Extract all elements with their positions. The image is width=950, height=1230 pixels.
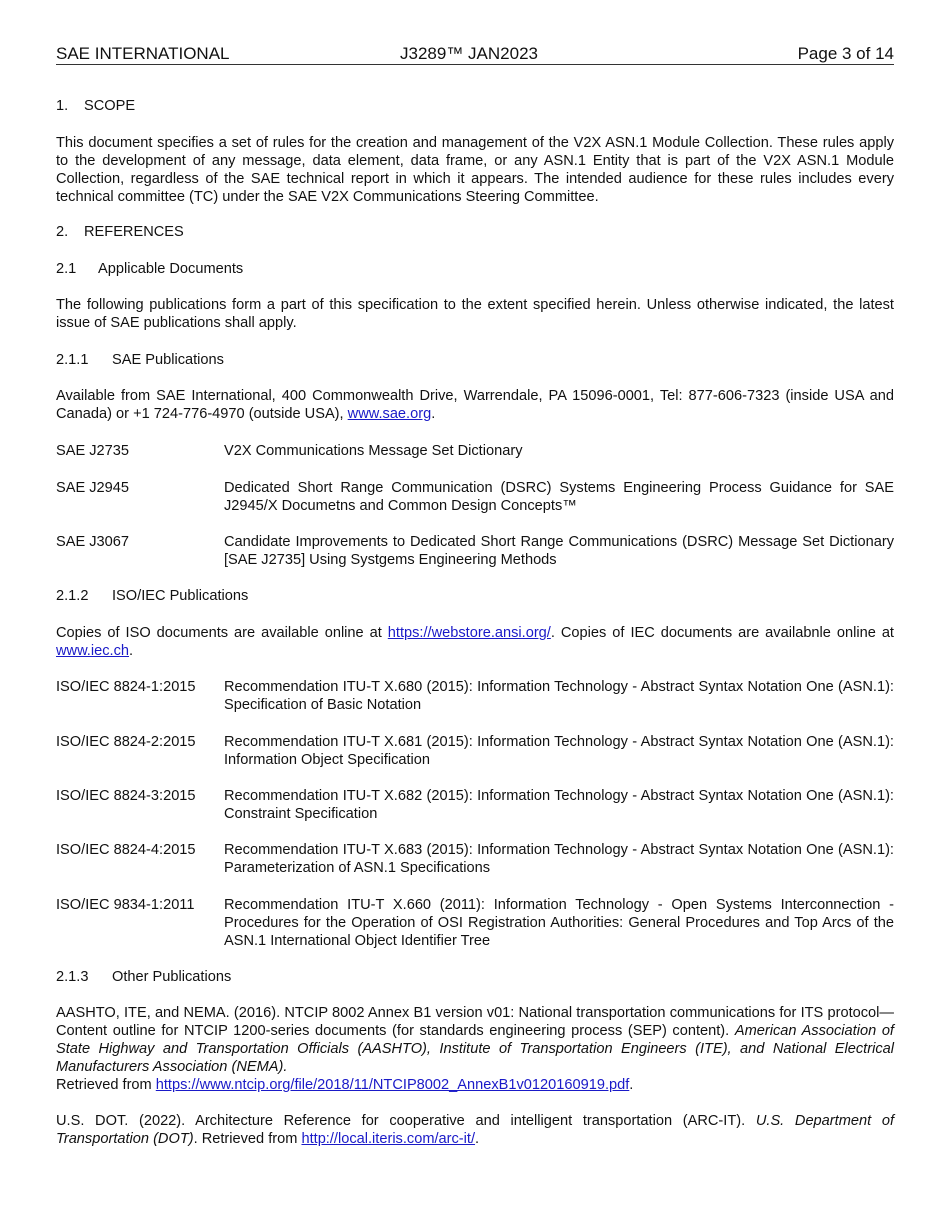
reference-item: SAE J2735 V2X Communications Message Set Dictionary — [56, 443, 523, 459]
section-2-1-2-heading: 2.1.2 ISO/IEC Publications — [56, 588, 249, 604]
reference-item: SAE J2945 Dedicated Short Range Communication (DSRC) Systems Engineering Process Guidance for SAE J2945/X Documetns and Common Design Concepts™ — [56, 480, 894, 514]
header-page-number: Page 3 of 14 — [797, 44, 894, 63]
header-doc-id: J3289™ JAN2023 — [400, 44, 538, 63]
other-publication-aashto: AASHTO, ITE, and NEMA. (2016). NTCIP 8002 Annex B1 version v01: National transportation communications for ITS protocol—Content outline for NTCIP 1200-series documents (for standards engineering process (SEP) content). American Association of State Highway and Transportation Officials (AASHTO), Institute of Transportation Engineers (ITE), and National Electrical Manufacturers Association (NEMA). Retrieved from https://www.ntcip.org/file/2018/11/NTCIP8002_AnnexB1v0120160919.pdf. — [56, 1005, 894, 1093]
section-2-1-1-body: Available from SAE International, 400 Commonwealth Drive, Warrendale, PA 15096-0001, Tel: 877-606-7323 (inside USA and Canada) or +1 724-776-4970 (outside USA), www.sae.org. — [56, 388, 894, 422]
reference-item: ISO/IEC 8824-1:2015 Recommendation ITU-T X.680 (2015): Information Technology - Abstract Syntax Notation One (ASN.1): Specification of Basic Notation — [56, 679, 894, 713]
ansi-webstore-link[interactable]: https://webstore.ansi.org/ — [387, 625, 551, 641]
section-2-1-body: The following publications form a part of this specification to the extent specified herein. Unless otherwise indicated, the latest issue of SAE publications shall apply. — [56, 297, 894, 331]
section-2-1-3-heading: 2.1.3 Other Publications — [56, 969, 232, 985]
section-1-heading: 1. SCOPE — [56, 98, 136, 114]
section-2-1-heading: 2.1 Applicable Documents — [56, 261, 244, 277]
sae-link[interactable]: www.sae.org — [347, 406, 432, 422]
header-org: SAE INTERNATIONAL — [56, 44, 230, 63]
section-2-1-2-body: Copies of ISO documents are available online at https://webstore.ansi.org/. Copies of IEC documents are availabnle online at www.iec.ch. — [56, 625, 894, 659]
section-1-body: This document specifies a set of rules for the creation and management of the V2X ASN.1 Module Collection. These rules apply to the development of any message, data element, data frame, or any ASN.1 Entity that is part of the V2X ASN.1 Module Collection, regardless of the SAE technical report in which it appears. The intended audience for these rules includes every technical committee (TC) under the SAE V2X Communications Steering Committee. — [56, 135, 894, 205]
reference-item: ISO/IEC 9834-1:2011 Recommendation ITU-T X.660 (2011): Information Technology - Open Systems Interconnection - Procedures for the Operation of OSI Registration Authorities: General Procedures and Top Arcs of the ASN.1 International Object Identifier Tree — [56, 897, 894, 949]
section-2-1-1-heading: 2.1.1 SAE Publications — [56, 352, 224, 368]
arc-it-link[interactable]: http://local.iteris.com/arc-it/ — [301, 1131, 476, 1147]
reference-item: SAE J3067 Candidate Improvements to Dedicated Short Range Communications (DSRC) Message Set Dictionary [SAE J2735] Using Systgems Engineering Methods — [56, 534, 894, 568]
section-2-heading: 2. REFERENCES — [56, 224, 184, 240]
iec-link[interactable]: www.iec.ch — [56, 643, 129, 659]
page-header — [56, 44, 894, 65]
ntcip-link[interactable]: https://www.ntcip.org/file/2018/11/NTCIP8002_AnnexB1v0120160919.pdf — [155, 1077, 630, 1093]
reference-item: ISO/IEC 8824-4:2015 Recommendation ITU-T X.683 (2015): Information Technology - Abstract Syntax Notation One (ASN.1): Parameterization of ASN.1 Specifications — [56, 842, 894, 876]
other-publication-usdot: U.S. DOT. (2022). Architecture Reference for cooperative and intelligent transportation (ARC-IT). U.S. Department of Transportation (DOT). Retrieved from http://local.iteris.com/arc-it/. — [56, 1113, 894, 1147]
reference-item: ISO/IEC 8824-2:2015 Recommendation ITU-T X.681 (2015): Information Technology - Abstract Syntax Notation One (ASN.1): Information Object Specification — [56, 734, 894, 768]
reference-item: ISO/IEC 8824-3:2015 Recommendation ITU-T X.682 (2015): Information Technology - Abstract Syntax Notation One (ASN.1): Constraint Specification — [56, 788, 894, 822]
